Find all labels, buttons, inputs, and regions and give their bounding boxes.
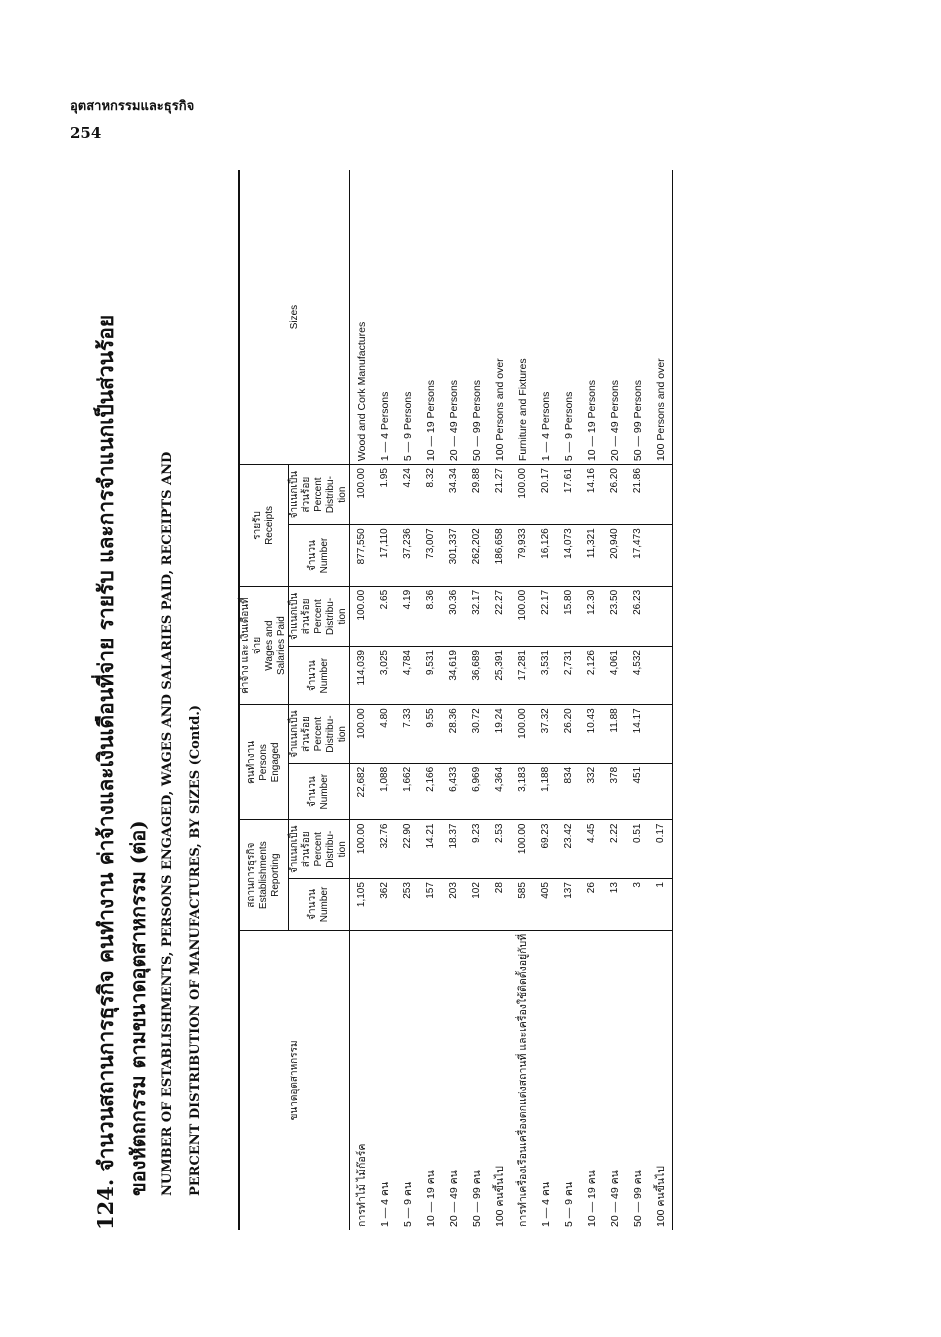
cell-value: 17,473 [626, 525, 649, 587]
cell-value: 28 [488, 879, 511, 931]
cell-value: 30.36 [442, 586, 465, 646]
table-row [350, 170, 374, 1230]
cell-value: 4,532 [626, 647, 649, 705]
cell-value: 3,531 [534, 647, 557, 705]
header-group-receipts: รายรับ Receipts [239, 465, 289, 587]
cell-value: 4.24 [396, 465, 419, 525]
table-title [90, 170, 210, 1230]
row-label-english: 20 — 49 Persons [442, 170, 465, 465]
cell-value: 6,969 [465, 763, 488, 820]
cell-value: 378 [603, 763, 626, 820]
cell-value: 8.32 [419, 465, 442, 525]
cell-value: 11,321 [580, 525, 603, 587]
cell-value: 19.24 [488, 705, 511, 764]
subheader-number: จำนวน Number [289, 647, 350, 705]
page-number: 254 [70, 124, 102, 142]
cell-value: 114,039 [350, 647, 374, 705]
cell-value: 3,025 [373, 647, 396, 705]
table-row [442, 170, 465, 1230]
title-thai-line1: 124. จำนวนสถานการธุรกิจ คนทำงาน ค่าจ้างและเงินเดือนที่จ่าย รายรับ และการจำแนกเป็นส่วนร้อย [93, 314, 118, 1230]
row-label-english: 50 — 99 Persons [626, 170, 649, 465]
table-row [511, 170, 534, 1230]
cell-value: 3 [626, 879, 649, 931]
cell-value: 1,088 [373, 763, 396, 820]
cell-value: 30.72 [465, 705, 488, 764]
cell-value: 36,689 [465, 647, 488, 705]
cell-value: 14,073 [557, 525, 580, 587]
row-label-thai: 10 — 19 คน [586, 1170, 598, 1227]
header-size-english: Sizes [239, 170, 350, 465]
cell-value: 100.00 [350, 586, 374, 646]
table-row [465, 170, 488, 1230]
header-group-establishments: สถานการธุรกิจ Establishments Reporting [239, 820, 289, 930]
cell-value: 18.37 [442, 820, 465, 879]
cell-value: 203 [442, 879, 465, 931]
cell-value: 14.17 [626, 705, 649, 764]
cell-value: 9.23 [465, 820, 488, 879]
cell-value: 13 [603, 879, 626, 931]
cell-value: 4.80 [373, 705, 396, 764]
cell-value: 26 [580, 879, 603, 931]
cell-value [649, 647, 673, 705]
cell-value: 4.45 [580, 820, 603, 879]
cell-value: 22.17 [534, 586, 557, 646]
statistics-table [238, 170, 673, 1230]
cell-value: 29.88 [465, 465, 488, 525]
cell-value: 11.88 [603, 705, 626, 764]
cell-value: 26.20 [557, 705, 580, 764]
cell-value: 7.33 [396, 705, 419, 764]
cell-value: 2.65 [373, 586, 396, 646]
cell-value: 100.00 [350, 465, 374, 525]
cell-value: 100.00 [350, 820, 374, 879]
table-row [626, 170, 649, 1230]
cell-value: 301,337 [442, 525, 465, 587]
cell-value: 100.00 [511, 705, 534, 764]
table-row [396, 170, 419, 1230]
table-row [488, 170, 511, 1230]
cell-value: 15.80 [557, 586, 580, 646]
cell-value: 21.86 [626, 465, 649, 525]
cell-value: 69.23 [534, 820, 557, 879]
subheader-percent: จำแนกเป็น ส่วนร้อย Percent Distribu- tion [289, 465, 350, 525]
row-label-thai: 5 — 9 คน [563, 1181, 575, 1227]
cell-value: 585 [511, 879, 534, 931]
row-label-thai: 50 — 99 คน [632, 1170, 644, 1227]
row-label-thai: การทำเครื่องเรือนเครื่องตกแต่งสถานที่ และเครื่องใช้ติดตั้งอยู่กับที่ [517, 933, 529, 1227]
title-english-line2: PERCENT DISTRIBUTION OF MANUFACTURES, BY SIZES (Contd.) [188, 704, 203, 1196]
title-thai-line2: ของหัตถกรรม ตามขนาดอุตสาหกรรม (ต่อ) [126, 820, 150, 1196]
cell-value: 28.36 [442, 705, 465, 764]
row-label-thai: 100 คนขึ้นไป [649, 930, 673, 1230]
row-label-english: 20 — 49 Persons [603, 170, 626, 465]
cell-value: 34,619 [442, 647, 465, 705]
cell-value: 10.43 [580, 705, 603, 764]
cell-value: 1,662 [396, 763, 419, 820]
cell-value: 834 [557, 763, 580, 820]
section-title: อุตสาหกรรมและธุรกิจ [70, 99, 195, 114]
cell-value: 23.50 [603, 586, 626, 646]
cell-value: 22.90 [396, 820, 419, 879]
table-row [649, 170, 673, 1230]
cell-value: 12.30 [580, 586, 603, 646]
cell-value: 362 [373, 879, 396, 931]
cell-value: 17,281 [511, 647, 534, 705]
cell-value: 262,202 [465, 525, 488, 587]
subheader-percent: จำแนกเป็น ส่วนร้อย Percent Distribu- tion [289, 820, 350, 879]
row-label-english: 100 Persons and over [649, 170, 673, 465]
row-label-english: Wood and Cork Manufactures [350, 170, 374, 465]
cell-value: 332 [580, 763, 603, 820]
cell-value: 137 [557, 879, 580, 931]
row-label-thai: 100 คนขึ้นไป [494, 1166, 506, 1227]
cell-value: 2.53 [488, 820, 511, 879]
cell-value: 1 [649, 879, 673, 931]
row-label-english: 5 — 9 Persons [557, 170, 580, 465]
table-row [419, 170, 442, 1230]
row-label-thai: 5 — 9 คน [402, 1181, 414, 1227]
cell-value: 2,166 [419, 763, 442, 820]
cell-value: 22,682 [350, 763, 374, 820]
cell-value: 100.00 [511, 586, 534, 646]
cell-value: 3,183 [511, 763, 534, 820]
cell-value: 37.32 [534, 705, 557, 764]
cell-value: 20,940 [603, 525, 626, 587]
cell-value: 22.27 [488, 586, 511, 646]
table-row [557, 170, 580, 1230]
cell-value: 37,236 [396, 525, 419, 587]
subheader-number: จำนวน Number [289, 879, 350, 931]
cell-value: 17.61 [557, 465, 580, 525]
cell-value: 34.34 [442, 465, 465, 525]
cell-value: 100.00 [511, 820, 534, 879]
cell-value: 23.42 [557, 820, 580, 879]
header-group-persons: คนทำงาน Persons Engaged [239, 705, 289, 820]
rotated-table-page [90, 170, 850, 1230]
cell-value: 8.36 [419, 586, 442, 646]
cell-value: 100.00 [511, 465, 534, 525]
cell-value [649, 465, 673, 525]
cell-value: 451 [626, 763, 649, 820]
row-label-thai: 20 — 49 คน [609, 1170, 621, 1227]
row-label-english: 10 — 19 Persons [419, 170, 442, 465]
cell-value: 32.76 [373, 820, 396, 879]
cell-value: 405 [534, 879, 557, 931]
cell-value: 14.21 [419, 820, 442, 879]
row-label-thai: การทำไม้ ไม้ก๊อร์ค [350, 930, 374, 1230]
cell-value: 4.19 [396, 586, 419, 646]
cell-value: 21.27 [488, 465, 511, 525]
cell-value: 14.16 [580, 465, 603, 525]
row-label-thai: 1 — 4 คน [379, 1181, 391, 1227]
cell-value: 0.17 [649, 820, 673, 879]
cell-value: 4,784 [396, 647, 419, 705]
cell-value: 877,550 [350, 525, 374, 587]
header-group-wages: ค่าจ้าง และ เงินเดือนที่จ่าย Wages and Salaries Paid [239, 586, 289, 704]
cell-value: 157 [419, 879, 442, 931]
cell-value: 9.55 [419, 705, 442, 764]
table-row [580, 170, 603, 1230]
cell-value: 253 [396, 879, 419, 931]
row-label-english: 1 — 4 Persons [373, 170, 396, 465]
cell-value: 73,007 [419, 525, 442, 587]
row-label-thai: 50 — 99 คน [471, 1170, 483, 1227]
cell-value: 100.00 [350, 705, 374, 764]
cell-value: 9,531 [419, 647, 442, 705]
cell-value [649, 763, 673, 820]
row-label-english: 10 — 19 Persons [580, 170, 603, 465]
subheader-number: จำนวน Number [289, 525, 350, 587]
cell-value: 4,364 [488, 763, 511, 820]
table-row [603, 170, 626, 1230]
cell-value: 102 [465, 879, 488, 931]
table-row [534, 170, 557, 1230]
row-label-english: 50 — 99 Persons [465, 170, 488, 465]
subheader-percent: จำแนกเป็น ส่วนร้อย Percent Distribu- tion [289, 586, 350, 646]
row-label-thai: 1 — 4 คน [540, 1181, 552, 1227]
row-label-thai: 10 — 19 คน [425, 1170, 437, 1227]
row-label-thai: 20 — 49 คน [448, 1170, 460, 1227]
cell-value: 4,061 [603, 647, 626, 705]
cell-value: 1.95 [373, 465, 396, 525]
row-label-english: 100 Persons and over [488, 170, 511, 465]
cell-value: 79,933 [511, 525, 534, 587]
cell-value: 2,731 [557, 647, 580, 705]
subheader-percent: จำแนกเป็น ส่วนร้อย Percent Distribu- tion [289, 705, 350, 764]
subheader-number: จำนวน Number [289, 763, 350, 820]
cell-value: 25,391 [488, 647, 511, 705]
cell-value [649, 705, 673, 764]
cell-value: 2.22 [603, 820, 626, 879]
row-label-english: Furniture and Fixtures [511, 170, 534, 465]
cell-value: 17,110 [373, 525, 396, 587]
cell-value: 2,126 [580, 647, 603, 705]
cell-value: 1,105 [350, 879, 374, 931]
header-size-thai: ขนาดอุตสาหกรรม [239, 930, 350, 1230]
cell-value [649, 525, 673, 587]
cell-value: 0.51 [626, 820, 649, 879]
row-label-english: 5 — 9 Persons [396, 170, 419, 465]
cell-value [649, 586, 673, 646]
row-label-english: 1 — 4 Persons [534, 170, 557, 465]
cell-value: 186,658 [488, 525, 511, 587]
title-english-line1: NUMBER OF ESTABLISHMENTS, PERSONS ENGAGED, WAGES AND SALARIES PAID, RECEIPTS AND [160, 451, 175, 1196]
page-header [70, 95, 194, 142]
cell-value: 1,188 [534, 763, 557, 820]
cell-value: 6,433 [442, 763, 465, 820]
cell-value: 32.17 [465, 586, 488, 646]
cell-value: 16,126 [534, 525, 557, 587]
cell-value: 26.20 [603, 465, 626, 525]
cell-value: 26.23 [626, 586, 649, 646]
table-row [373, 170, 396, 1230]
cell-value: 20.17 [534, 465, 557, 525]
